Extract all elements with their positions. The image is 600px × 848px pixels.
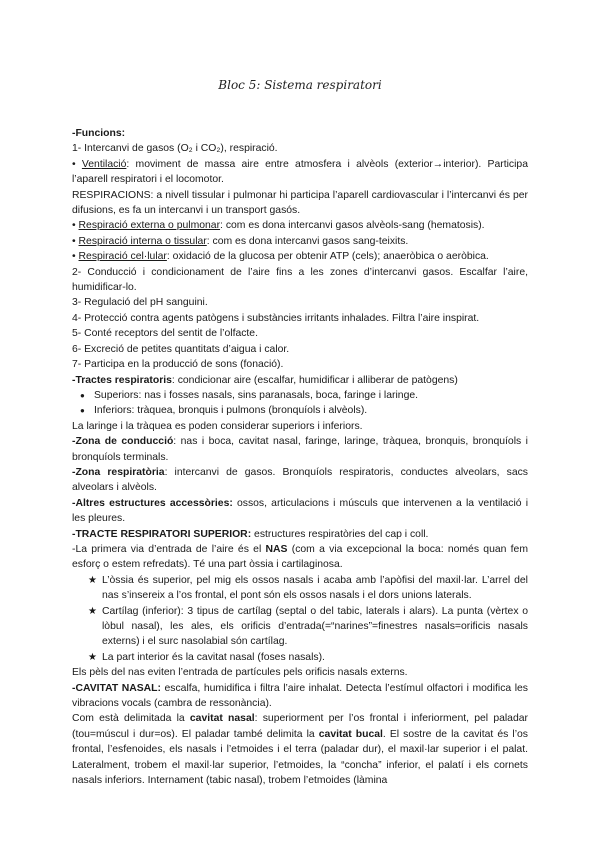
list-item: ★ Cartílag (inferior): 3 tipus de cartílag (septal o del tabic, laterals i alars). La punta (vèrtex o lòbul nasal), les ales, els orificis d’entrada(=“narines”=finestres nasals=orificis nasals externs) i el surc nasolabial són cartílag. bbox=[72, 604, 528, 650]
text-line: 6- Excreció de petites quantitats d’aigua i calor. bbox=[72, 343, 290, 355]
text-line: -Zona respiratòria: intercanvi de gasos. Bronquíols respiratoris, conductes alveolars, sacs alveolars i alvèols. bbox=[72, 466, 529, 494]
list-item: ★ La part interior és la cavitat nasal (foses nasals). bbox=[72, 650, 528, 665]
text-line: 5- Conté receptors del sentit de l’olfacte. bbox=[72, 328, 258, 340]
list-item: ★ L’òssia és superior, pel mig els ossos nasals i acaba amb l’apòfisi del maxil·lar. L’arrel del nas s’insereix a l’os frontal, el pont són els ossos nasals i el dors unions laterals. bbox=[72, 573, 528, 604]
text-line: -Altres estructures accessòries: ossos, articulacions i músculs que intervenen a la ventilació i les pleures. bbox=[72, 497, 529, 525]
text-line: 3- Regulació del pH sanguini. bbox=[72, 297, 208, 309]
text-line: La laringe i la tràquea es poden considerar superiors i inferiors. bbox=[72, 420, 363, 432]
document-body bbox=[72, 126, 528, 788]
section-heading-funcions: -Funcions: bbox=[72, 128, 126, 139]
text-line: -TRACTE RESPIRATORI SUPERIOR: estructures respiratòries del cap i coll. bbox=[72, 528, 429, 540]
text-line: -Zona de conducció: nas i boca, cavitat nasal, faringe, laringe, tràquea, bronquis, bronquíols i bronquíols terminals. bbox=[72, 436, 528, 463]
page-title: Bloc 5: Sistema respiratori bbox=[218, 78, 382, 92]
text-line: -La primera via d’entrada de l’aire és el NAS (com a via excepcional la boca: només quan fem esforç o estem refredats). Té una part òssia i cartilaginosa. bbox=[72, 543, 528, 571]
text-line: -Tractes respiratoris: condicionar aire (escalfar, humidificar i alliberar de patògens) bbox=[72, 374, 458, 386]
text-line: • Respiració interna o tissular: com es dona intercanvi gasos sang-teixits. bbox=[72, 235, 409, 247]
text-line: 2- Conducció i condicionament de l’aire fins a les zones d’intercanvi gasos. Escalfar l’aire, humidificar-lo. bbox=[72, 266, 528, 294]
text-line: Els pèls del nas eviten l’entrada de partícules pels orificis nasals externs. bbox=[72, 667, 408, 679]
text-line: • Respiració externa o pulmonar: com es dona intercanvi gasos alvèols-sang (hematosis). bbox=[72, 220, 485, 232]
text-line: 4- Protecció contra agents patògens i substàncies irritants inhalades. Filtra l’aire inspirat. bbox=[72, 312, 480, 324]
text-line: • Ventilació: moviment de massa aire entre atmosfera i alvèols (exterior→interior). Participa l’aparell respiratori i el locomotor. bbox=[72, 158, 528, 186]
text-line: -CAVITAT NASAL: escalfa, humidifica i filtra l’aire inhalat. Detecta l’estímul olfactori i modifica les vibracions vocals (cambra de ressonància). bbox=[72, 682, 528, 710]
text-line: • Respiració cel·lular: oxidació de la glucosa per obtenir ATP (cels); anaeròbica o aeròbica. bbox=[72, 251, 489, 263]
text-line: 7- Participa en la producció de sons (fonació). bbox=[72, 359, 284, 371]
text-line: RESPIRACIONS: a nivell tissular i pulmonar hi participa l’aparell cardiovascular i l’intercanvi és per difusions, es fa un intercanvi i un transport gasós. bbox=[72, 189, 528, 217]
text-line: 1- Intercanvi de gasos (O₂ i CO₂), respiració. bbox=[72, 143, 278, 155]
text-line: Com està delimitada la cavitat nasal: superiorment per l’os frontal i inferiorment, pel paladar (tou=múscul i dur=os). El paladar també delimita la cavitat bucal. El sostre de la cavitat és l’os frontal, l’esfenoides, els nasals i l’etmoides i el terra (paladar dur), el maxil·lar superior i el palat. Lateralment, trobem el maxil·lar superior, l’etmoides, la “concha” inferior, el palatí i els cornets nasals inferiors. Internament (tabic nasal), trobem l’etmoides (làmina bbox=[72, 713, 528, 787]
list-item: ● Inferiors: tràquea, bronquis i pulmons (bronquíols i alvèols). bbox=[72, 403, 528, 418]
list-item: ● Superiors: nas i fosses nasals, sins paranasals, boca, faringe i laringe. bbox=[72, 388, 528, 403]
